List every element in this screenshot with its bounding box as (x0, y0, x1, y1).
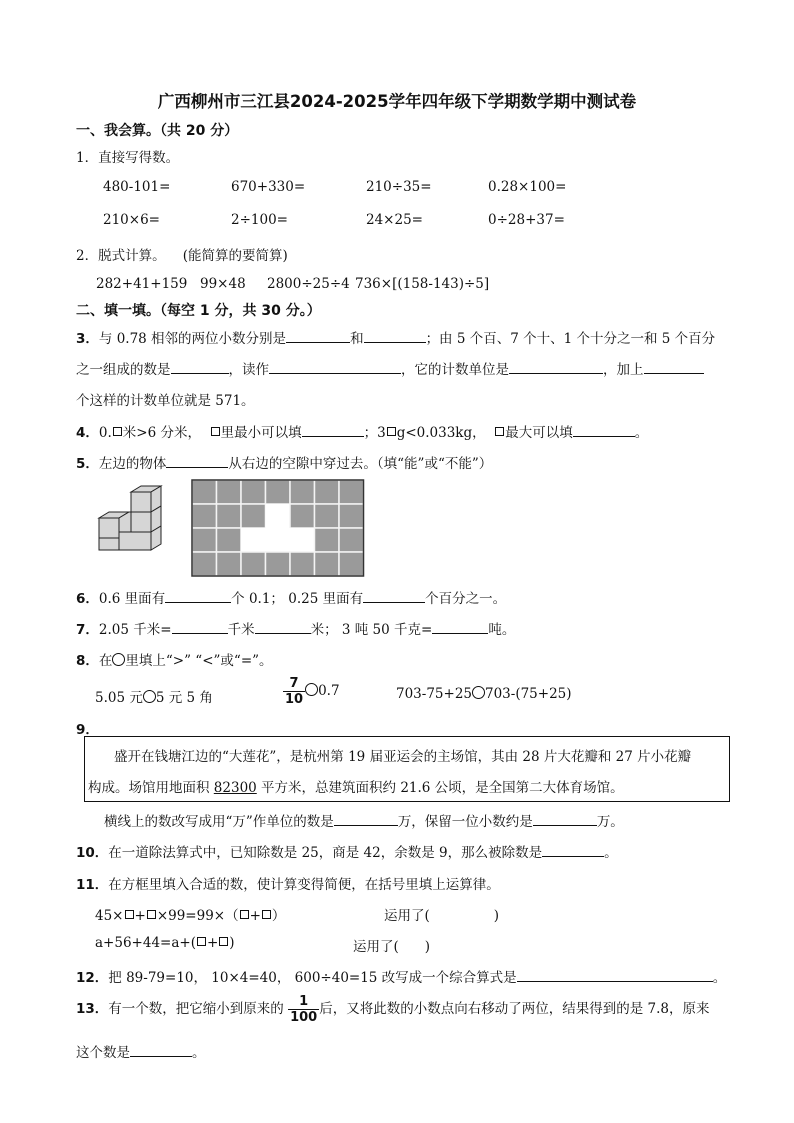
q1-item: 480-101= (103, 179, 171, 195)
wall-cell (266, 480, 291, 504)
q2-item: 282+41+159 (96, 276, 188, 292)
q1-item: 2÷100= (231, 212, 288, 228)
fraction: $\frac{7}{10}$ (285, 676, 304, 707)
answer-blank[interactable] (334, 813, 398, 826)
box-placeholder[interactable] (197, 937, 206, 946)
answer-blank[interactable] (517, 969, 713, 982)
q11-expression-1: 45× + ×99=99×（ + ） (95, 908, 286, 924)
question-2-label: 2．脱式计算。 (能简算的要简算) (76, 248, 288, 264)
answer-blank[interactable] (542, 844, 604, 857)
passage-line-2: 构成。场馆用地面积 82300 平方米，总建筑面积约 21.6 公顷，是全国第二大体育场馆。 (88, 780, 624, 796)
q8-compare-3: 703-75+25 703-(75+25) (396, 686, 572, 702)
q1-item: 24×25= (366, 212, 423, 228)
section-heading-2: 二、填一填。（每空 1 分，共 30 分。） (76, 303, 321, 319)
box-placeholder (113, 427, 122, 436)
q8-compare-1: 5.05 元 5 元 5 角 (95, 690, 213, 706)
wall-cell (192, 552, 217, 576)
question-12: 12．把 89-79=10， 10×4=40， 600÷40=15 改写成一个综合算式是 。 (76, 970, 727, 986)
question-8: 8．在 里填上“>” “<”或“=”。 (76, 653, 273, 669)
wall-cell (315, 504, 340, 528)
wall-gap-cell (290, 528, 315, 552)
q1-item: 210×6= (103, 212, 160, 228)
answer-blank[interactable] (130, 1044, 192, 1057)
question-1-label: 1．直接写得数。 (76, 150, 180, 166)
question-9-number: 9． (76, 722, 99, 738)
box-placeholder[interactable] (219, 937, 228, 946)
box-placeholder[interactable] (240, 910, 249, 919)
answer-blank[interactable] (363, 590, 425, 603)
question-3-line2: 之一组成的数是 ，读作 ，它的计数单位是 ，加上 (76, 358, 704, 378)
question-9-text: 横线上的数改写成用“万”作单位的数是 万，保留一位小数约是 万。 (104, 814, 624, 830)
wall-cell (290, 504, 315, 528)
section-heading-1: 一、我会算。（共 20 分） (76, 123, 239, 139)
q1-item: 210÷35= (366, 179, 432, 195)
passage-line-1: 盛开在钱塘江边的“大莲花”，是杭州第 19 届亚运会的主场馆，其由 28 片大花瓣和 27 片小花瓣 (114, 749, 692, 765)
question-13-line2: 这个数是 。 (76, 1045, 206, 1061)
wall-cell (241, 504, 266, 528)
answer-blank[interactable] (171, 361, 229, 374)
wall-gap-cell (266, 528, 291, 552)
answer-blank[interactable] (166, 455, 228, 468)
question-4: 4．0. 米>6 分米， 里最小可以填 ；3 g<0.033kg， 最大可以填 。 (76, 425, 649, 441)
wall-cell (339, 528, 364, 552)
answer-blank[interactable] (644, 361, 704, 374)
wall-cell (217, 528, 242, 552)
q2-item: 99×48 (200, 276, 246, 292)
page-title: 广西柳州市三江县2024-2025学年四年级下学期数学期中测试卷 (157, 92, 637, 111)
answer-blank[interactable] (302, 424, 364, 437)
wall-cell (339, 480, 364, 504)
wall-cell (266, 552, 291, 576)
question-3-line3: 个这样的计数单位就是 571。 (76, 393, 255, 409)
wall-cell (339, 552, 364, 576)
question-11: 11．在方框里填入合适的数，使计算变得简便，在括号里填上运算律。 (76, 877, 500, 893)
wall-cell (217, 480, 242, 504)
question-3: 3．与 0.78 相邻的两位小数分别是 和 ；由 5 个百、7 个十、1 个十分之一和 5 个百分 (76, 331, 716, 347)
answer-blank[interactable] (533, 813, 597, 826)
box-placeholder[interactable] (262, 910, 271, 919)
q11-expression-2: a+56+44=a+( + ) (95, 935, 235, 951)
box-placeholder (387, 427, 396, 436)
q2-item: 736×[(158-143)÷5] (355, 276, 490, 292)
q1-item: 670+330= (231, 179, 306, 195)
answer-blank[interactable] (172, 621, 228, 634)
box-placeholder (495, 427, 504, 436)
question-7: 7．2.05 千米= 千米 米； 3 吨 50 千克= 吨。 (76, 622, 516, 638)
compare-circle (112, 653, 125, 666)
answer-blank[interactable] (432, 621, 488, 634)
question-5: 5．左边的物体 从右边的空隙中穿过去。（填“能”或“不能”） (76, 456, 493, 472)
wall-cell (290, 480, 315, 504)
cube-stack-figure (95, 484, 175, 554)
box-placeholder[interactable] (125, 910, 134, 919)
wall-cell (339, 504, 364, 528)
q1-item: 0.28×100= (488, 179, 567, 195)
wall-cell (217, 552, 242, 576)
answer-blank[interactable] (165, 590, 231, 603)
answer-blank[interactable] (573, 424, 635, 437)
answer-blank[interactable] (364, 330, 426, 343)
box-placeholder[interactable] (147, 910, 156, 919)
q8-compare-2: $\frac{7}{10}$ 0.7 (285, 676, 340, 707)
fraction: $\frac{1}{100}$ (290, 994, 318, 1025)
wall-gap-cell (266, 504, 291, 528)
answer-blank[interactable] (286, 330, 350, 343)
compare-circle[interactable] (143, 690, 156, 703)
box-placeholder (211, 427, 220, 436)
wall-cell (315, 480, 340, 504)
q11-law-2: 运用了( ) (353, 939, 431, 955)
q11-law-1: 运用了( ) (384, 908, 500, 924)
question-6: 6．0.6 里面有 个 0.1； 0.25 里面有 个百分之一。 (76, 591, 507, 607)
wall-cell (192, 504, 217, 528)
q1-item: 0÷28+37= (488, 212, 565, 228)
q2-item: 2800÷25÷4 (267, 276, 350, 292)
compare-circle[interactable] (472, 686, 485, 699)
wall-cell (192, 528, 217, 552)
question-10: 10．在一道除法算式中，已知除数是 25，商是 42，余数是 9，那么被除数是 。 (76, 845, 618, 861)
answer-blank[interactable] (509, 361, 603, 374)
answer-blank[interactable] (269, 361, 401, 374)
question-13: 13．有一个数，把它缩小到原来的 $\frac{1}{100}$ 后，又将此数的小数点向右移动了两位，结果得到的是 7.8，原来 (76, 994, 710, 1025)
wall-cell (315, 552, 340, 576)
answer-blank[interactable] (255, 621, 311, 634)
wall-cell (241, 480, 266, 504)
wall-cell (290, 552, 315, 576)
wall-gap-cell (241, 528, 266, 552)
wall-cell (192, 480, 217, 504)
wall-cell (241, 552, 266, 576)
grid-wall-figure (190, 478, 366, 578)
compare-circle[interactable] (305, 683, 318, 696)
wall-cell (315, 528, 340, 552)
wall-cell (217, 504, 242, 528)
